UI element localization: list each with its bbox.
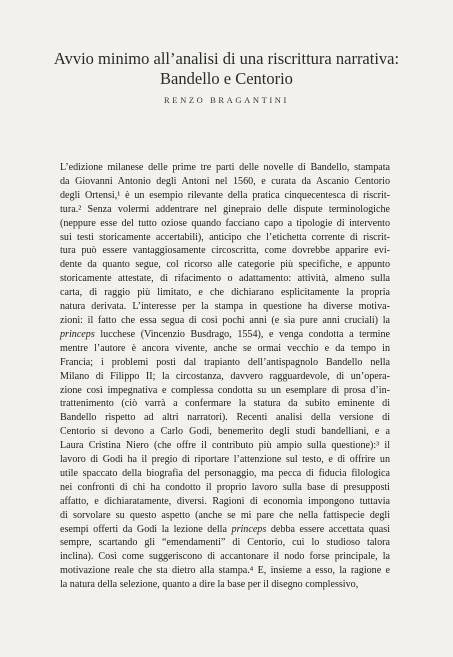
body-line: trattenimento (ciò varrà a confermare la statura da subito eminente di <box>60 398 390 410</box>
author-name: RENZO BRAGANTINI <box>164 95 289 105</box>
body-line: zioni: il fatto che essa segua di così pochi anni (e sia pure anni cruciali) la <box>60 314 390 326</box>
body-line: sempre, scartando gli “emendamenti” di Centorio, cui lo studioso talora <box>60 537 390 549</box>
body-line: tura.² Senza volermi addentrare nel ginepraio delle dispute terminologiche <box>60 203 390 215</box>
body-line: motivazione reale che sta dietro alla stampa.⁴ E, insieme a esso, la ragione e <box>60 565 390 577</box>
body-text <box>60 161 390 592</box>
body-line: sui testi storicamente accertabili), anticipo che l’etichetta corrente di riscrit- <box>60 231 390 243</box>
article-title <box>0 49 453 89</box>
body-line: storicamente attestate, di rifacimento o adattamento: attività, almeno sulla <box>60 273 390 285</box>
body-line: lavoro di Godi ha il pregio di riportare l’attenzione sul testo, e di offrire un <box>60 454 390 466</box>
body-line: degli Ortensi,¹ è un esempio rilevante della pratica cinquecentesca di riscrit- <box>60 189 390 201</box>
body-line: L’edizione milanese delle prime tre parti delle novelle di Bandello, stampata <box>60 162 390 173</box>
body-line: affatto, e dichiaratamente, diversi. Ragioni di economia impongono tuttavia <box>60 495 390 507</box>
body-line: la natura della selezione, quanto a dire la base per il disegno complessivo, <box>60 579 359 591</box>
body-line: Laura Cristina Niero (che offre il contributo più ampio sulla questione):³ il <box>60 440 390 452</box>
body-line: Milano di Filippo II; la circostanza, davvero ragguardevole, di un’opera- <box>60 370 390 382</box>
title-line-2: Bandello e Centorio <box>160 69 293 88</box>
body-line: Centorio si devono a Carlo Godi, benemerito degli studi bandelliani, e a <box>60 426 390 438</box>
body-line: utile spaccato della biografia del personaggio, ma pecca di fiducia filologica <box>60 467 390 479</box>
body-line: tura può essere vantaggiosamente circoscritta, come dovrebbe apparire evi- <box>60 245 390 257</box>
body-line: Francia; i problemi posti dal trapianto dell’antispagnolo Bandello nella <box>60 356 390 368</box>
body-line: di sorvolare su questo aspetto (anche se mi pare che nella fattispecie degli <box>60 509 390 521</box>
body-line: dente da quanto segue, col ricorso alle categorie più specifiche, e appunto <box>60 259 390 271</box>
body-line: (neppure esse del tutto oziose quando facciano capo a tipologie di intervento <box>60 217 390 229</box>
body-line: Bandello rispetto ad altri narratori). Recenti analisi della versione di <box>60 412 390 424</box>
body-line: esempi offerti da Godi la lezione della princeps debba essere accettata quasi <box>60 523 390 535</box>
title-line-1: Avvio minimo all’analisi di una riscrittura narrativa: <box>53 49 400 68</box>
body-line: carta, di raggio più limitato, e che dichiarano esplicitamente la propria <box>60 287 390 299</box>
body-line: princeps lucchese (Vincenzio Busdrago, 1554), e venga condotta a termine <box>60 328 390 340</box>
body-line: nei confronti di chi ha condotto il proprio lavoro sulla base di presupposti <box>60 481 390 493</box>
body-line: inclina). Così come suggeriscono di accantonare il nodo forse principale, la <box>60 551 390 563</box>
body-line: natura derivata. L’interesse per la stampa in questione ha diverse motiva- <box>60 301 390 313</box>
body-line: mentre l’autore è ancora vivente, anche se ormai vecchio e da tempo in <box>60 342 390 354</box>
body-line: zione così impegnativa e complessa condotta su un esemplare di prosa d’in- <box>60 384 390 396</box>
body-line: da Giovanni Antonio degli Antoni nel 1560, e curata da Ascanio Centorio <box>60 175 390 187</box>
